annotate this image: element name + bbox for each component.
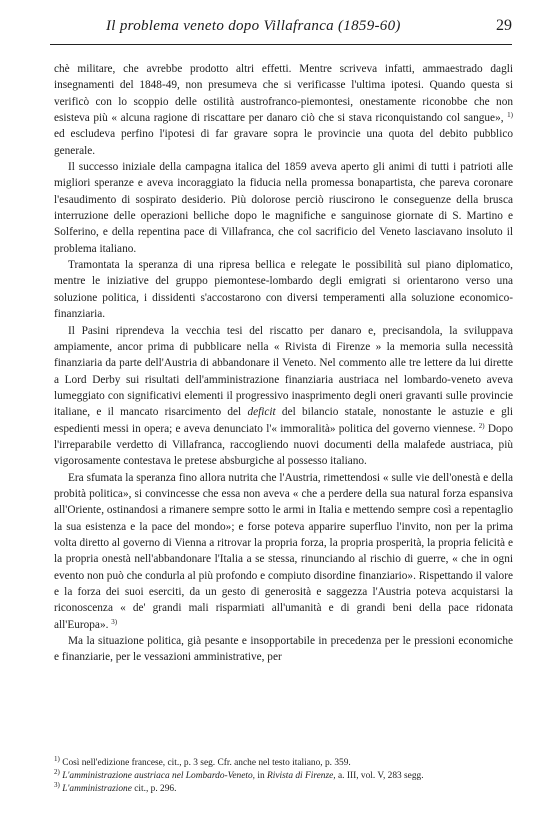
footnote [54, 757, 513, 770]
paragraph-text: ed escludeva perfino l'ipotesi di far gravare sopra le provincie una quota del debito pubblico generale. [54, 128, 513, 157]
page-number: 29 [496, 17, 512, 34]
paragraph-text: Era sfumata la speranza fino allora nutrita che l'Austria, rimettendosi « sulle vie dell'onestà e della probità politica», si convincesse che essa non aveva « che a perdere della sua natural forza espansiva all'Oriente, ostinandosi a rimanere sempre sotto le armi in Italia e mettendo sempre così a repentaglio la sua esistenza e la pace del mondo»; e forse poteva apparire superfluo l'invito, non per la prima volta diretto al governo di Vienna a ritrovar la propria forza, la propria prosperità, la propria felicità e la propria onestà nell'abbandonare l'Italia a se stessa, rinunciando al rischio di guerre, « che in ogni evento non può che condurla al più profondo e compiuto disordine finanziario». Rispettando il valore e la forza dei suoi eserciti, da un gesto di generosità e saggezza l'Austria poteva acquistarsi la riconoscenza « de' grandi mali risparmiati all'umanità e di grandi beni della pace ridonata all'Europa». [54, 471, 513, 631]
footnote-marker: 3) [54, 781, 60, 790]
footnote-marker: 1) [54, 755, 60, 763]
paragraph-text: Dopo l'irreparabile verdetto di Villafranca, raccogliendo nuovi documenti della malafede austriaca, più vigorosamente contestava le pretese absburgiche al possesso italiano. [54, 422, 513, 468]
footnote-text: cit., p. 296. [131, 784, 177, 795]
paragraph [54, 470, 513, 633]
footnote [54, 783, 513, 796]
footnote-text: in [255, 771, 267, 782]
paragraph-text: del bilancio statale, nonostante le astuzie e gli espedienti messi in opera; e aveva denunciato l'« immoralità» politica del governo viennese. [54, 406, 513, 435]
footnote-journal: Rivista di Firenze, [266, 771, 336, 782]
footnote-ref: 1) [507, 111, 513, 120]
footnotes [54, 757, 513, 797]
paragraph: Tramontata la speranza di una ripresa bellica e relegate le possibilità sul piano diplomatico, mentre le iniziative del gruppo piemontese-lombardo degli emigrati si orientarono verso una soluzione politica, i dissidenti s'accostarono con diversi temperamenti alla soluzione economico-finanziaria. [54, 259, 513, 321]
paragraph-text: Il Pasini riprendeva la vecchia tesi del riscatto per danaro e, precisandola, la sviluppava ampiamente, ancor prima di pubblicare nella « Rivista di Firenze » la memoria sulla necessità finanziaria da parte dell'Austria di abbandonare il Veneto. Nel commento alle tre lettere da lui dirette a Lord Derby sui risultati dell'amministrazione finanziaria austriaca nel lombardo-veneto aveva lumeggiato con significativi elementi il progressivo inasprimento degli oneri gravanti sulle provincie italiane, e il mancato risarcimento del [54, 324, 513, 419]
footnote-ref: 3) [111, 617, 118, 626]
paragraph [54, 323, 513, 470]
footnote-ref: 2) [478, 421, 485, 430]
footnote-title: L'amministrazione [62, 784, 132, 795]
paragraph: Il successo iniziale della campagna italica del 1859 aveva aperto gli animi di tutti i patrioti alle migliori speranze e aveva incoraggiato la fiducia nella promessa bonapartista, che pareva coronare l'esaudimento di sospirato desiderio. Più dolorose perciò riuscirono le conseguenze della brusca interruzione delle operazioni belliche dopo le magnifiche e sanguinose giornate di S. Martino e Solferino, e della repentina pace di Villafranca, che col sacrificio del Veneto lasciavano insoluto il problema italiano. [54, 161, 513, 255]
italic-term: deficit [247, 406, 276, 419]
footnote-text: Così nell'edizione francese, cit., p. 3 seg. Cfr. anche nel testo italiano, p. 359. [59, 758, 351, 768]
footnote-marker: 2) [54, 768, 60, 777]
footnote [54, 770, 513, 783]
paragraph [54, 61, 513, 159]
footnote-title: L'amministrazione austriaca nel Lombardo-Veneto, [62, 771, 255, 782]
paragraph: Ma la situazione politica, già pesante e insopportabile in precedenza per le pressioni economiche e finanziarie, per le vessazioni amministrative, per [54, 635, 513, 664]
page-header [50, 14, 512, 45]
paragraph-text: chè militare, che avrebbe prodotto altri effetti. Mentre scriveva infatti, ammaestrado dagli insegnamenti del 1848-49, non presumeva che si verificasse l'ultima ipotesi. Quando questa si verificò con lo scoppio delle ostilità austrofranco-piemontesi, onestamente riconobbe che non esisteva più « alcuna ragione di riscattare per danaro ciò che si stava riconquistando col sangue», [54, 63, 513, 125]
running-title: Il problema veneto dopo Villafranca (1859-60) [106, 18, 401, 34]
footnote-text: a. III, vol. V, 283 segg. [335, 771, 424, 782]
body-text [54, 61, 513, 666]
